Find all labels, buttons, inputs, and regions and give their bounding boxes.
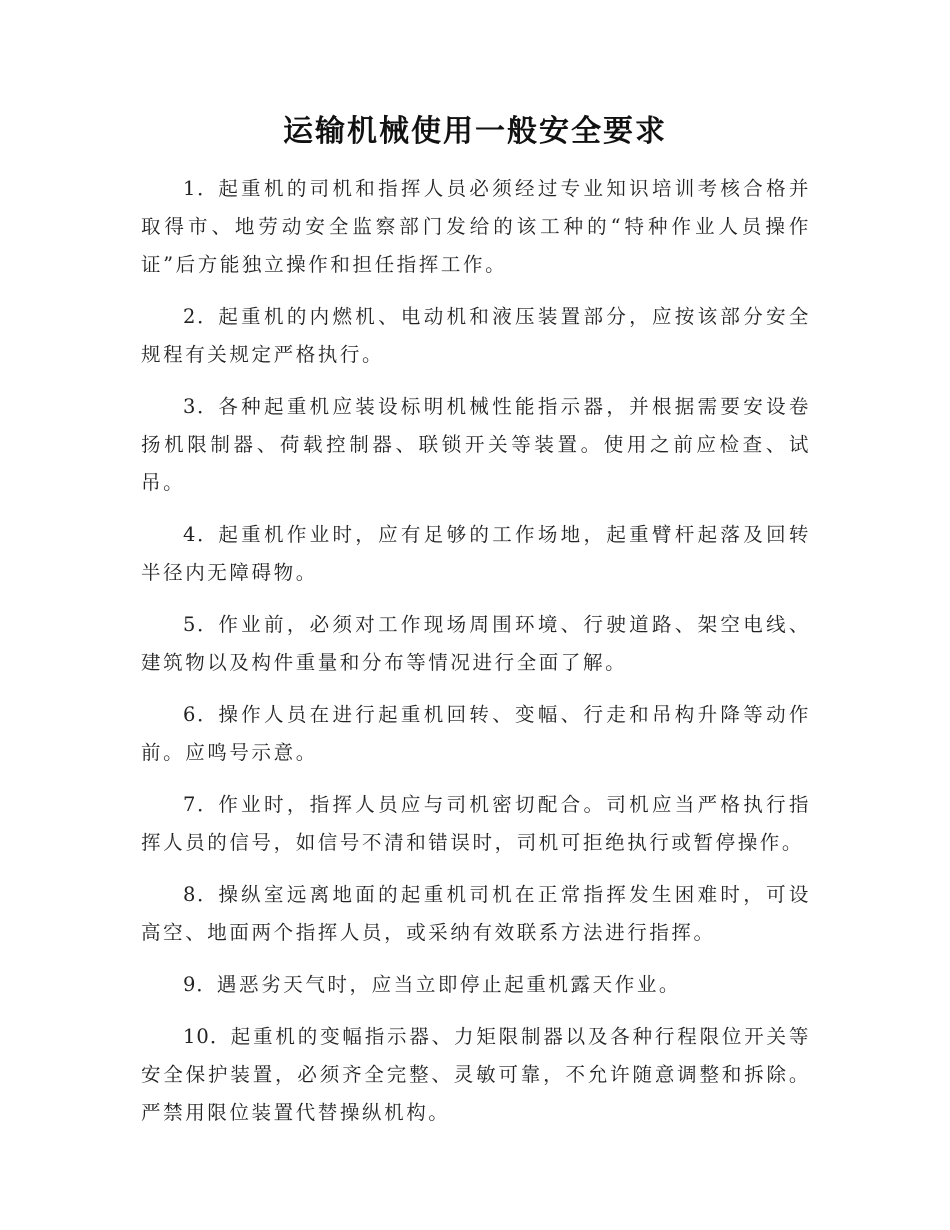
paragraph-text: 起重机的内燃机、电动机和液压装置部分，应按该部分安全规程有关规定严格执行。 xyxy=(141,305,811,366)
paragraph-text: 起重机作业时，应有足够的工作场地，起重臂杆起落及回转半径内无障碍物。 xyxy=(141,523,811,584)
paragraph-4 xyxy=(141,516,811,592)
paragraph-number: 7． xyxy=(183,793,219,816)
document-title: 运输机械使用一般安全要求 xyxy=(283,114,667,149)
document-body xyxy=(141,170,811,1146)
paragraph-text: 遇恶劣天气时，应当立即停止起重机露天作业。 xyxy=(216,973,682,996)
paragraph-text: 作业前，必须对工作现场周围环境、行驶道路、架空电线、建筑物以及构件重量和分布等情况进行全面了解。 xyxy=(141,613,811,674)
paragraph-9 xyxy=(141,966,811,1004)
paragraph-text: 操纵室远离地面的起重机司机在正常指挥发生困难时，可设高空、地面两个指挥人员，或采纳有效联系方法进行指挥。 xyxy=(141,883,811,944)
paragraph-5 xyxy=(141,606,811,682)
paragraph-10 xyxy=(141,1018,811,1132)
paragraph-text: 作业时，指挥人员应与司机密切配合。司机应当严格执行指挥人员的信号，如信号不清和错误时，司机可拒绝执行或暂停操作。 xyxy=(141,793,811,854)
paragraph-number: 2． xyxy=(183,305,219,328)
paragraph-text: 各种起重机应装设标明机械性能指示器，并根据需要安设卷扬机限制器、荷载控制器、联锁开关等装置。使用之前应检查、试吊。 xyxy=(141,395,811,494)
paragraph-text: 起重机的变幅指示器、力矩限制器以及各种行程限位开关等安全保护装置，必须齐全完整、灵敏可靠，不允许随意调整和拆除。严禁用限位装置代替操纵机构。 xyxy=(141,1025,811,1124)
paragraph-number: 3． xyxy=(183,395,219,418)
paragraph-7 xyxy=(141,786,811,862)
paragraph-number: 5． xyxy=(183,613,219,636)
paragraph-1 xyxy=(141,170,811,284)
paragraph-3 xyxy=(141,388,811,502)
paragraph-text: 起重机的司机和指挥人员必须经过专业知识培训考核合格并取得市、地劳动安全监察部门发给的该工种的“特种作业人员操作证”后方能独立操作和担任指挥工作。 xyxy=(141,177,811,276)
paragraph-8 xyxy=(141,876,811,952)
paragraph-number: 6． xyxy=(183,703,219,726)
paragraph-number: 10． xyxy=(183,1025,231,1048)
paragraph-number: 1． xyxy=(183,177,219,200)
paragraph-text: 操作人员在进行起重机回转、变幅、行走和吊构升降等动作前。应鸣号示意。 xyxy=(141,703,811,764)
paragraph-number: 8． xyxy=(183,883,219,906)
paragraph-number: 9． xyxy=(183,973,217,996)
paragraph-number: 4． xyxy=(183,523,219,546)
paragraph-6 xyxy=(141,696,811,772)
paragraph-2 xyxy=(141,298,811,374)
